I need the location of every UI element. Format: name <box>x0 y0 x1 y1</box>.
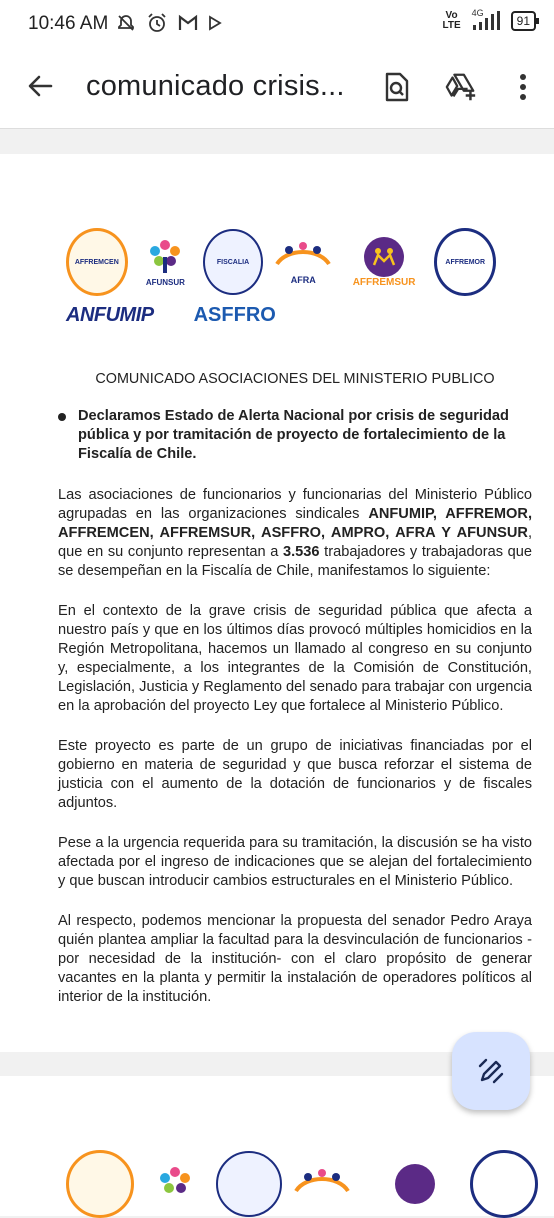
edit-pen-icon <box>476 1056 506 1086</box>
more-options-button[interactable] <box>506 70 540 104</box>
back-button[interactable] <box>26 72 54 105</box>
logo-afunsur: AFUNSUR <box>138 237 194 287</box>
page2-logo-fiscalia <box>216 1151 282 1217</box>
logo-affremcen: AFFREMCEN <box>66 228 128 296</box>
mute-icon <box>116 13 136 33</box>
edit-fab-button[interactable] <box>452 1032 530 1110</box>
paragraph-4: Pese a la urgencia requerida para su tramitación, la discusión se ha visto afectada por el ingreso de indicaciones que se alejan del fortalecimiento y que buscan introducir cambios estructurales en el Ministerio Público. <box>58 835 532 889</box>
back-arrow-icon <box>26 72 54 100</box>
page2-logo-affremcen <box>66 1150 134 1218</box>
alarm-icon <box>146 12 168 34</box>
status-time: 10:46 AM <box>28 13 109 34</box>
logo-row-2 <box>66 304 496 327</box>
drive-add-icon <box>444 71 478 103</box>
play-icon <box>208 15 222 31</box>
page2-logo-affremor <box>470 1150 538 1218</box>
page2-logo-afra <box>292 1167 360 1202</box>
document-heading: COMUNICADO ASOCIACIONES DEL MINISTERIO PUBLICO <box>95 371 495 387</box>
page2-logo-afunsur <box>144 1164 206 1205</box>
logo-fiscalia: FISCALIA <box>203 229 263 295</box>
page2-logo-row <box>66 1150 538 1218</box>
search-document-icon <box>384 72 410 102</box>
document-title: comunicado crisis... <box>86 70 345 102</box>
logo-affremsur: AFFREMSUR <box>344 237 425 288</box>
network-4g-label: 4G <box>471 8 484 18</box>
worker-count: 3.536 <box>283 544 320 560</box>
logo-asffro: ASFFRO <box>193 304 276 326</box>
signal-icon <box>469 10 503 32</box>
page2-logo-affremsur <box>370 1164 460 1204</box>
logo-row-1 <box>66 228 496 296</box>
document-page <box>0 154 554 1052</box>
status-bar <box>0 0 554 48</box>
volte-label: Vo LTE <box>442 10 461 31</box>
paragraph-2: En el contexto de la grave crisis de seguridad pública que afecta a nuestro país y que en los últimos días provocó múltiples homicidios en la Región Metropolitana, hacemos un llamado al congreso en su conjunto y, especialmente, a los integrantes de la Comisión de Constitución, Legislación, Justicia y Reglamento del senado para trabajar con urgencia en la aprobación del proyecto Ley que fortalece al Ministerio Público. <box>58 603 532 714</box>
app-toolbar <box>0 48 554 129</box>
organizations-list: ANFUMIP, AFFREMOR, AFFREMCEN, AFFREMSUR, ASFFRO, AMPRO, AFRA Y AFUNSUR <box>58 506 533 541</box>
more-vert-icon <box>519 73 527 101</box>
logo-affremor: AFFREMOR <box>434 228 496 296</box>
logo-afra: AFRA <box>273 240 334 285</box>
paragraph-1: Las asociaciones de funcionarios y funcionarias del Ministerio Público agrupadas en las organizaciones sindicales ANFUMIP, AFFREMOR, AFFREMCEN, AFFREMSUR, ASFFRO, AMPRO, AFRA Y AFUNSUR, que en su conjunto representan a 3.536 trabajadores y trabajadoras que se desempeñan en la Fiscalía de Chile, manifestamos lo siguiente: <box>58 487 533 579</box>
bullet-text: Declaramos Estado de Alerta Nacional por crisis de seguridad pública y por tramitación de proyecto de fortalecimiento de la Fiscalía de Chile. <box>78 408 509 462</box>
paragraph-3: Este proyecto es parte de un grupo de iniciativas financiadas por el gobierno en materia de seguridad y que busca reforzar el sistema de justicia con el aumento de la dotación de funcionarios y de fiscales adjuntos. <box>58 738 532 811</box>
find-in-document-button[interactable] <box>380 70 414 104</box>
save-to-drive-button[interactable] <box>444 70 478 104</box>
association-logos <box>66 228 496 327</box>
bullet-item <box>58 407 532 464</box>
document-body <box>58 370 532 1028</box>
bullet-dot <box>58 413 66 421</box>
status-notification-icons <box>116 12 222 34</box>
battery-indicator: 91 <box>511 11 536 31</box>
paragraph-5: Al respecto, podemos mencionar la propuesta del senador Pedro Araya quién plantea ampliar la facultad para la desvinculación de funcionarios -por necesidad de la institución- con el claro propósito de generar vacantes en la planta y permitir la instalación de operadores políticos al interior de la institución. <box>58 913 532 1005</box>
status-system-icons <box>442 10 536 32</box>
logo-anfumip: ANFUMIP <box>66 304 154 326</box>
gmail-icon <box>178 14 198 32</box>
